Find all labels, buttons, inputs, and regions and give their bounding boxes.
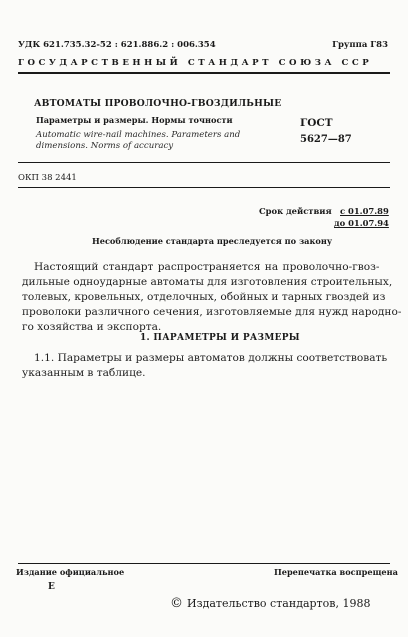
gost-number: 5627—87 bbox=[300, 134, 352, 145]
gost-label: ГОСТ bbox=[300, 117, 333, 129]
standard-subtitle: Параметры и размеры. Нормы точности bbox=[36, 115, 233, 125]
section-text-line-2: указанным в таблице. bbox=[22, 367, 146, 379]
english-title-line-1: Automatic wire-nail machines. Parameters and bbox=[36, 130, 241, 140]
edition-letter: Е bbox=[48, 582, 55, 592]
copyright-line bbox=[170, 596, 370, 611]
udk-code: УДК 621.735.32-52 : 621.886.2 : 006.354 bbox=[18, 40, 216, 50]
intro-line-5: го хозяйства и экспорта. bbox=[22, 321, 162, 333]
validity-label: Срок действия bbox=[259, 206, 332, 216]
official-edition-label: Издание официальное bbox=[16, 567, 125, 577]
okp-code: ОКП 38 2441 bbox=[18, 173, 77, 183]
intro-line-2: дильные одноударные автоматы для изготовления строительных, bbox=[22, 276, 393, 288]
copyright-icon: © bbox=[170, 596, 183, 611]
validity-from: с 01.07.89 bbox=[340, 206, 389, 216]
group-code: Группа Г83 bbox=[332, 40, 388, 50]
okp-rule bbox=[18, 187, 390, 188]
section-text-line-1: 1.1. Параметры и размеры автоматов должны соответствовать bbox=[34, 352, 388, 364]
state-standard-header: ГОСУДАРСТВЕННЫЙ СТАНДАРТ СОЮЗА ССР bbox=[18, 58, 373, 68]
section-heading: 1. ПАРАМЕТРЫ И РАЗМЕРЫ bbox=[140, 333, 300, 343]
reprint-notice: Перепечатка воспрещена bbox=[274, 567, 398, 577]
intro-line-1: Настоящий стандарт распространяется на проволочно-гвоз- bbox=[34, 261, 380, 273]
standard-title: АВТОМАТЫ ПРОВОЛОЧНО-ГВОЗДИЛЬНЫЕ bbox=[34, 98, 282, 109]
validity-to: до 01.07.94 bbox=[334, 218, 389, 228]
footer-rule bbox=[18, 563, 390, 564]
intro-line-3: толевых, кровельных, отделочных, обойных и тарных гвоздей из bbox=[22, 291, 386, 303]
title-block-rule bbox=[18, 162, 390, 163]
english-title-line-2: dimensions. Norms of accuracy bbox=[36, 141, 174, 151]
legal-notice: Несоблюдение стандарта преследуется по закону bbox=[92, 236, 333, 246]
header-rule bbox=[18, 72, 390, 74]
copyright-text: Издательство стандартов, 1988 bbox=[187, 597, 371, 610]
intro-line-4: проволоки различного сечения, изготовляемые для нужд народно- bbox=[22, 306, 402, 318]
